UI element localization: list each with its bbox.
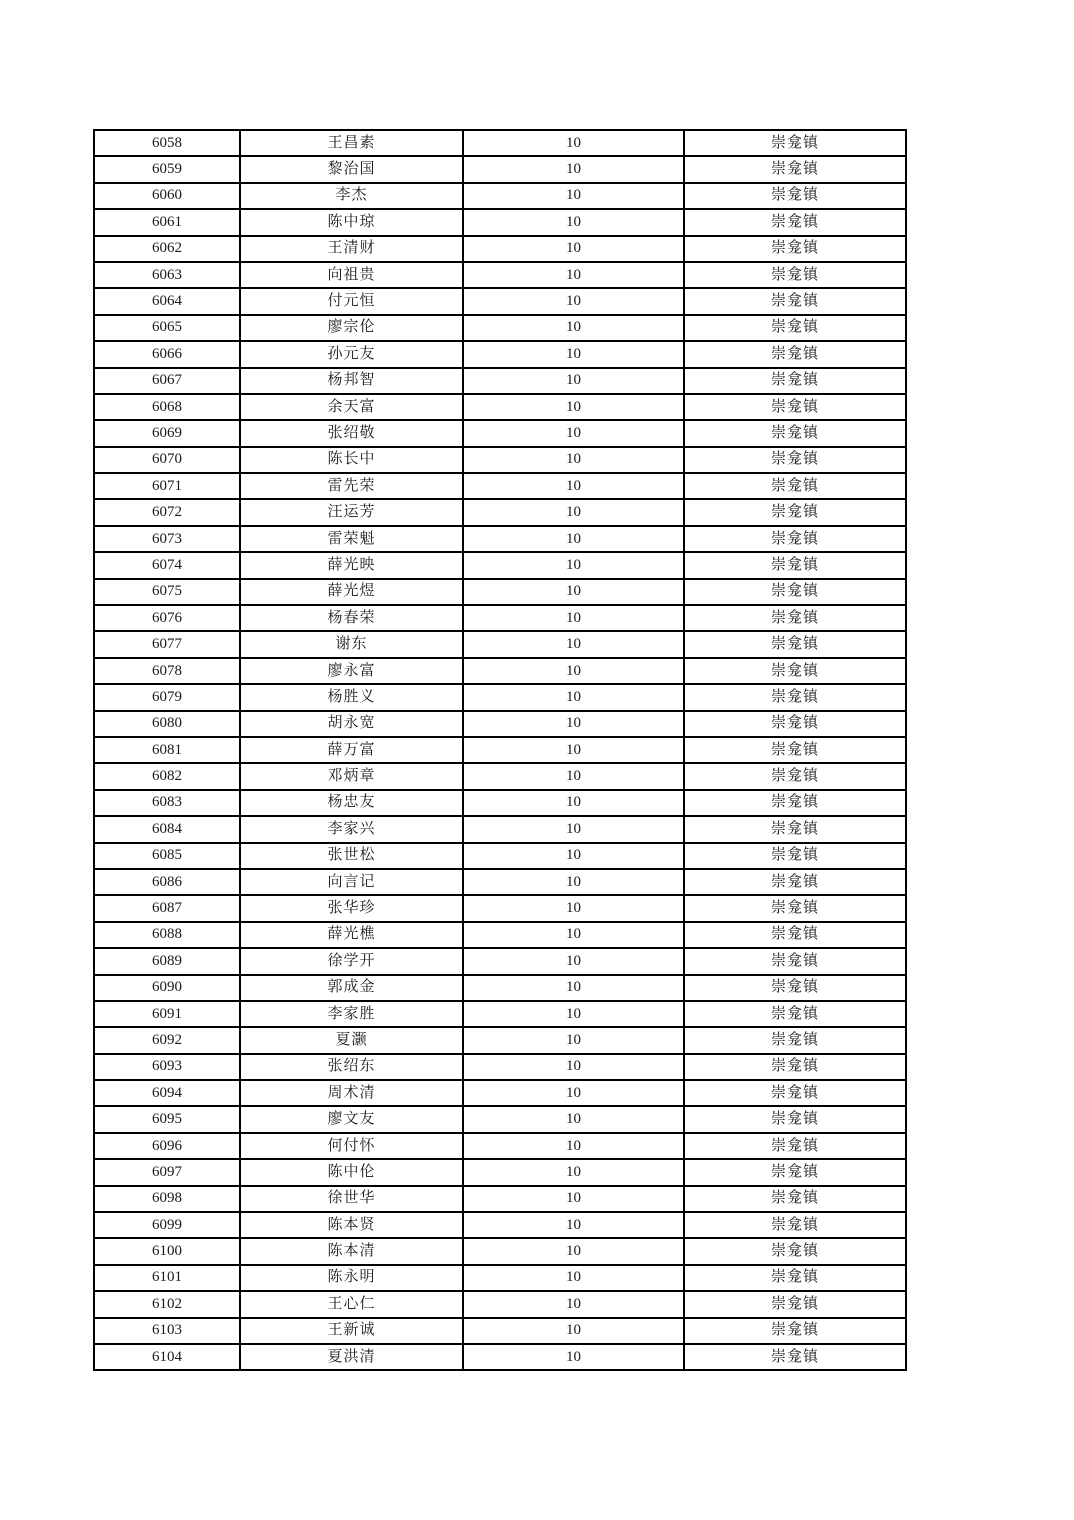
cell-amount: 10 xyxy=(463,130,684,156)
table-row xyxy=(94,499,906,525)
cell-serial_number: 6063 xyxy=(94,262,240,288)
cell-town: 崇龛镇 xyxy=(684,1212,906,1238)
cell-name: 张绍敬 xyxy=(240,420,463,446)
cell-name: 杨邦智 xyxy=(240,368,463,394)
cell-serial_number: 6101 xyxy=(94,1265,240,1291)
cell-serial_number: 6091 xyxy=(94,1001,240,1027)
cell-name: 雷荣魁 xyxy=(240,526,463,552)
cell-town: 崇龛镇 xyxy=(684,579,906,605)
cell-amount: 10 xyxy=(463,869,684,895)
table-row xyxy=(94,1291,906,1317)
cell-serial_number: 6068 xyxy=(94,394,240,420)
cell-amount: 10 xyxy=(463,1318,684,1344)
cell-amount: 10 xyxy=(463,631,684,657)
table-row xyxy=(94,1027,906,1053)
cell-town: 崇龛镇 xyxy=(684,711,906,737)
cell-town: 崇龛镇 xyxy=(684,1238,906,1264)
cell-town: 崇龛镇 xyxy=(684,869,906,895)
cell-amount: 10 xyxy=(463,262,684,288)
cell-amount: 10 xyxy=(463,922,684,948)
cell-amount: 10 xyxy=(463,236,684,262)
cell-name: 陈永明 xyxy=(240,1265,463,1291)
cell-name: 廖永富 xyxy=(240,658,463,684)
cell-amount: 10 xyxy=(463,341,684,367)
cell-amount: 10 xyxy=(463,1291,684,1317)
cell-amount: 10 xyxy=(463,790,684,816)
cell-town: 崇龛镇 xyxy=(684,1344,906,1370)
table-row xyxy=(94,447,906,473)
cell-amount: 10 xyxy=(463,1001,684,1027)
cell-serial_number: 6073 xyxy=(94,526,240,552)
table-row xyxy=(94,156,906,182)
cell-amount: 10 xyxy=(463,1133,684,1159)
table-row xyxy=(94,763,906,789)
cell-amount: 10 xyxy=(463,711,684,737)
cell-amount: 10 xyxy=(463,183,684,209)
table-row xyxy=(94,843,906,869)
table-row xyxy=(94,1265,906,1291)
table-row xyxy=(94,975,906,1001)
table-row xyxy=(94,790,906,816)
cell-town: 崇龛镇 xyxy=(684,737,906,763)
cell-name: 郭成金 xyxy=(240,975,463,1001)
table-row xyxy=(94,1212,906,1238)
cell-serial_number: 6071 xyxy=(94,473,240,499)
cell-serial_number: 6086 xyxy=(94,869,240,895)
cell-town: 崇龛镇 xyxy=(684,368,906,394)
cell-town: 崇龛镇 xyxy=(684,447,906,473)
table-row xyxy=(94,315,906,341)
cell-serial_number: 6096 xyxy=(94,1133,240,1159)
cell-name: 向祖贵 xyxy=(240,262,463,288)
cell-serial_number: 6095 xyxy=(94,1106,240,1132)
cell-amount: 10 xyxy=(463,1238,684,1264)
cell-name: 廖宗伦 xyxy=(240,315,463,341)
table-row xyxy=(94,869,906,895)
cell-amount: 10 xyxy=(463,420,684,446)
cell-serial_number: 6059 xyxy=(94,156,240,182)
cell-town: 崇龛镇 xyxy=(684,1186,906,1212)
cell-name: 陈本清 xyxy=(240,1238,463,1264)
table-row xyxy=(94,1054,906,1080)
cell-serial_number: 6082 xyxy=(94,763,240,789)
cell-amount: 10 xyxy=(463,579,684,605)
cell-name: 李杰 xyxy=(240,183,463,209)
cell-town: 崇龛镇 xyxy=(684,975,906,1001)
cell-amount: 10 xyxy=(463,948,684,974)
table-row xyxy=(94,605,906,631)
cell-name: 薛光映 xyxy=(240,552,463,578)
cell-name: 王昌素 xyxy=(240,130,463,156)
cell-name: 陈中伦 xyxy=(240,1159,463,1185)
cell-serial_number: 6075 xyxy=(94,579,240,605)
table-row xyxy=(94,368,906,394)
cell-serial_number: 6088 xyxy=(94,922,240,948)
cell-name: 余天富 xyxy=(240,394,463,420)
cell-town: 崇龛镇 xyxy=(684,922,906,948)
cell-serial_number: 6100 xyxy=(94,1238,240,1264)
table-row xyxy=(94,394,906,420)
cell-town: 崇龛镇 xyxy=(684,420,906,446)
cell-serial_number: 6090 xyxy=(94,975,240,1001)
cell-town: 崇龛镇 xyxy=(684,790,906,816)
cell-serial_number: 6067 xyxy=(94,368,240,394)
cell-serial_number: 6066 xyxy=(94,341,240,367)
cell-serial_number: 6089 xyxy=(94,948,240,974)
cell-amount: 10 xyxy=(463,156,684,182)
cell-serial_number: 6097 xyxy=(94,1159,240,1185)
cell-town: 崇龛镇 xyxy=(684,262,906,288)
cell-amount: 10 xyxy=(463,658,684,684)
cell-amount: 10 xyxy=(463,975,684,1001)
cell-town: 崇龛镇 xyxy=(684,631,906,657)
table-row xyxy=(94,737,906,763)
table-row xyxy=(94,130,906,156)
cell-name: 张华珍 xyxy=(240,895,463,921)
cell-serial_number: 6083 xyxy=(94,790,240,816)
cell-name: 汪运芳 xyxy=(240,499,463,525)
cell-name: 孙元友 xyxy=(240,341,463,367)
cell-serial_number: 6058 xyxy=(94,130,240,156)
cell-name: 李家胜 xyxy=(240,1001,463,1027)
cell-town: 崇龛镇 xyxy=(684,948,906,974)
cell-serial_number: 6084 xyxy=(94,816,240,842)
cell-name: 王新诚 xyxy=(240,1318,463,1344)
cell-name: 邓炳章 xyxy=(240,763,463,789)
cell-serial_number: 6061 xyxy=(94,209,240,235)
table-row xyxy=(94,473,906,499)
cell-name: 黎治国 xyxy=(240,156,463,182)
cell-amount: 10 xyxy=(463,447,684,473)
cell-name: 周术清 xyxy=(240,1080,463,1106)
table-row xyxy=(94,1344,906,1370)
cell-name: 王心仁 xyxy=(240,1291,463,1317)
roster-table-body xyxy=(94,130,906,1370)
cell-serial_number: 6070 xyxy=(94,447,240,473)
cell-amount: 10 xyxy=(463,288,684,314)
cell-serial_number: 6092 xyxy=(94,1027,240,1053)
table-row xyxy=(94,341,906,367)
cell-name: 廖文友 xyxy=(240,1106,463,1132)
cell-name: 杨春荣 xyxy=(240,605,463,631)
cell-amount: 10 xyxy=(463,209,684,235)
cell-name: 陈中琼 xyxy=(240,209,463,235)
cell-town: 崇龛镇 xyxy=(684,1318,906,1344)
cell-serial_number: 6069 xyxy=(94,420,240,446)
cell-amount: 10 xyxy=(463,1106,684,1132)
table-row xyxy=(94,262,906,288)
cell-town: 崇龛镇 xyxy=(684,156,906,182)
cell-amount: 10 xyxy=(463,315,684,341)
cell-town: 崇龛镇 xyxy=(684,1291,906,1317)
cell-town: 崇龛镇 xyxy=(684,1027,906,1053)
cell-serial_number: 6072 xyxy=(94,499,240,525)
roster-table xyxy=(93,129,907,1371)
cell-serial_number: 6087 xyxy=(94,895,240,921)
cell-amount: 10 xyxy=(463,368,684,394)
cell-name: 王清财 xyxy=(240,236,463,262)
cell-amount: 10 xyxy=(463,473,684,499)
table-row xyxy=(94,579,906,605)
cell-serial_number: 6074 xyxy=(94,552,240,578)
table-row xyxy=(94,1133,906,1159)
cell-serial_number: 6081 xyxy=(94,737,240,763)
cell-amount: 10 xyxy=(463,816,684,842)
cell-town: 崇龛镇 xyxy=(684,816,906,842)
cell-town: 崇龛镇 xyxy=(684,288,906,314)
cell-name: 薛光樵 xyxy=(240,922,463,948)
cell-town: 崇龛镇 xyxy=(684,1106,906,1132)
cell-amount: 10 xyxy=(463,526,684,552)
cell-town: 崇龛镇 xyxy=(684,1159,906,1185)
cell-amount: 10 xyxy=(463,1080,684,1106)
cell-serial_number: 6077 xyxy=(94,631,240,657)
cell-amount: 10 xyxy=(463,737,684,763)
cell-name: 陈长中 xyxy=(240,447,463,473)
table-row xyxy=(94,816,906,842)
cell-name: 张绍东 xyxy=(240,1054,463,1080)
cell-amount: 10 xyxy=(463,843,684,869)
table-row xyxy=(94,552,906,578)
cell-amount: 10 xyxy=(463,1027,684,1053)
cell-town: 崇龛镇 xyxy=(684,183,906,209)
cell-town: 崇龛镇 xyxy=(684,895,906,921)
table-row xyxy=(94,684,906,710)
cell-serial_number: 6102 xyxy=(94,1291,240,1317)
cell-name: 徐学开 xyxy=(240,948,463,974)
cell-serial_number: 6099 xyxy=(94,1212,240,1238)
table-row xyxy=(94,631,906,657)
table-row xyxy=(94,948,906,974)
table-row xyxy=(94,1186,906,1212)
cell-serial_number: 6103 xyxy=(94,1318,240,1344)
cell-name: 胡永宽 xyxy=(240,711,463,737)
cell-name: 何付怀 xyxy=(240,1133,463,1159)
cell-amount: 10 xyxy=(463,605,684,631)
cell-name: 雷先荣 xyxy=(240,473,463,499)
cell-serial_number: 6104 xyxy=(94,1344,240,1370)
cell-name: 杨胜义 xyxy=(240,684,463,710)
cell-town: 崇龛镇 xyxy=(684,1265,906,1291)
cell-amount: 10 xyxy=(463,1186,684,1212)
cell-name: 张世松 xyxy=(240,843,463,869)
table-row xyxy=(94,1001,906,1027)
cell-serial_number: 6076 xyxy=(94,605,240,631)
table-row xyxy=(94,922,906,948)
cell-town: 崇龛镇 xyxy=(684,499,906,525)
cell-serial_number: 6078 xyxy=(94,658,240,684)
cell-amount: 10 xyxy=(463,1212,684,1238)
cell-amount: 10 xyxy=(463,1265,684,1291)
table-row xyxy=(94,895,906,921)
cell-name: 陈本贤 xyxy=(240,1212,463,1238)
cell-name: 薛万富 xyxy=(240,737,463,763)
table-row xyxy=(94,526,906,552)
table-row xyxy=(94,288,906,314)
table-row xyxy=(94,209,906,235)
cell-serial_number: 6085 xyxy=(94,843,240,869)
cell-serial_number: 6098 xyxy=(94,1186,240,1212)
cell-serial_number: 6062 xyxy=(94,236,240,262)
cell-serial_number: 6094 xyxy=(94,1080,240,1106)
cell-town: 崇龛镇 xyxy=(684,315,906,341)
cell-amount: 10 xyxy=(463,763,684,789)
cell-serial_number: 6064 xyxy=(94,288,240,314)
cell-town: 崇龛镇 xyxy=(684,130,906,156)
cell-town: 崇龛镇 xyxy=(684,605,906,631)
table-row xyxy=(94,420,906,446)
cell-town: 崇龛镇 xyxy=(684,658,906,684)
cell-serial_number: 6093 xyxy=(94,1054,240,1080)
cell-amount: 10 xyxy=(463,1159,684,1185)
cell-serial_number: 6065 xyxy=(94,315,240,341)
table-row xyxy=(94,1238,906,1264)
cell-name: 付元恒 xyxy=(240,288,463,314)
cell-amount: 10 xyxy=(463,1054,684,1080)
cell-town: 崇龛镇 xyxy=(684,209,906,235)
cell-name: 向言记 xyxy=(240,869,463,895)
table-row xyxy=(94,1318,906,1344)
table-row xyxy=(94,1159,906,1185)
cell-amount: 10 xyxy=(463,394,684,420)
cell-amount: 10 xyxy=(463,684,684,710)
cell-name: 徐世华 xyxy=(240,1186,463,1212)
cell-town: 崇龛镇 xyxy=(684,1080,906,1106)
cell-town: 崇龛镇 xyxy=(684,341,906,367)
cell-town: 崇龛镇 xyxy=(684,1001,906,1027)
cell-name: 薛光煜 xyxy=(240,579,463,605)
cell-name: 谢东 xyxy=(240,631,463,657)
cell-town: 崇龛镇 xyxy=(684,763,906,789)
cell-name: 李家兴 xyxy=(240,816,463,842)
cell-amount: 10 xyxy=(463,552,684,578)
cell-amount: 10 xyxy=(463,499,684,525)
cell-name: 夏灏 xyxy=(240,1027,463,1053)
cell-town: 崇龛镇 xyxy=(684,1133,906,1159)
cell-town: 崇龛镇 xyxy=(684,236,906,262)
cell-town: 崇龛镇 xyxy=(684,394,906,420)
cell-town: 崇龛镇 xyxy=(684,552,906,578)
cell-town: 崇龛镇 xyxy=(684,843,906,869)
table-row xyxy=(94,1080,906,1106)
cell-town: 崇龛镇 xyxy=(684,1054,906,1080)
cell-amount: 10 xyxy=(463,895,684,921)
table-row xyxy=(94,658,906,684)
cell-amount: 10 xyxy=(463,1344,684,1370)
cell-town: 崇龛镇 xyxy=(684,684,906,710)
table-row xyxy=(94,183,906,209)
table-row xyxy=(94,236,906,262)
cell-serial_number: 6080 xyxy=(94,711,240,737)
cell-name: 夏洪清 xyxy=(240,1344,463,1370)
table-row xyxy=(94,1106,906,1132)
cell-town: 崇龛镇 xyxy=(684,526,906,552)
cell-serial_number: 6079 xyxy=(94,684,240,710)
cell-name: 杨忠友 xyxy=(240,790,463,816)
table-row xyxy=(94,711,906,737)
cell-serial_number: 6060 xyxy=(94,183,240,209)
cell-town: 崇龛镇 xyxy=(684,473,906,499)
